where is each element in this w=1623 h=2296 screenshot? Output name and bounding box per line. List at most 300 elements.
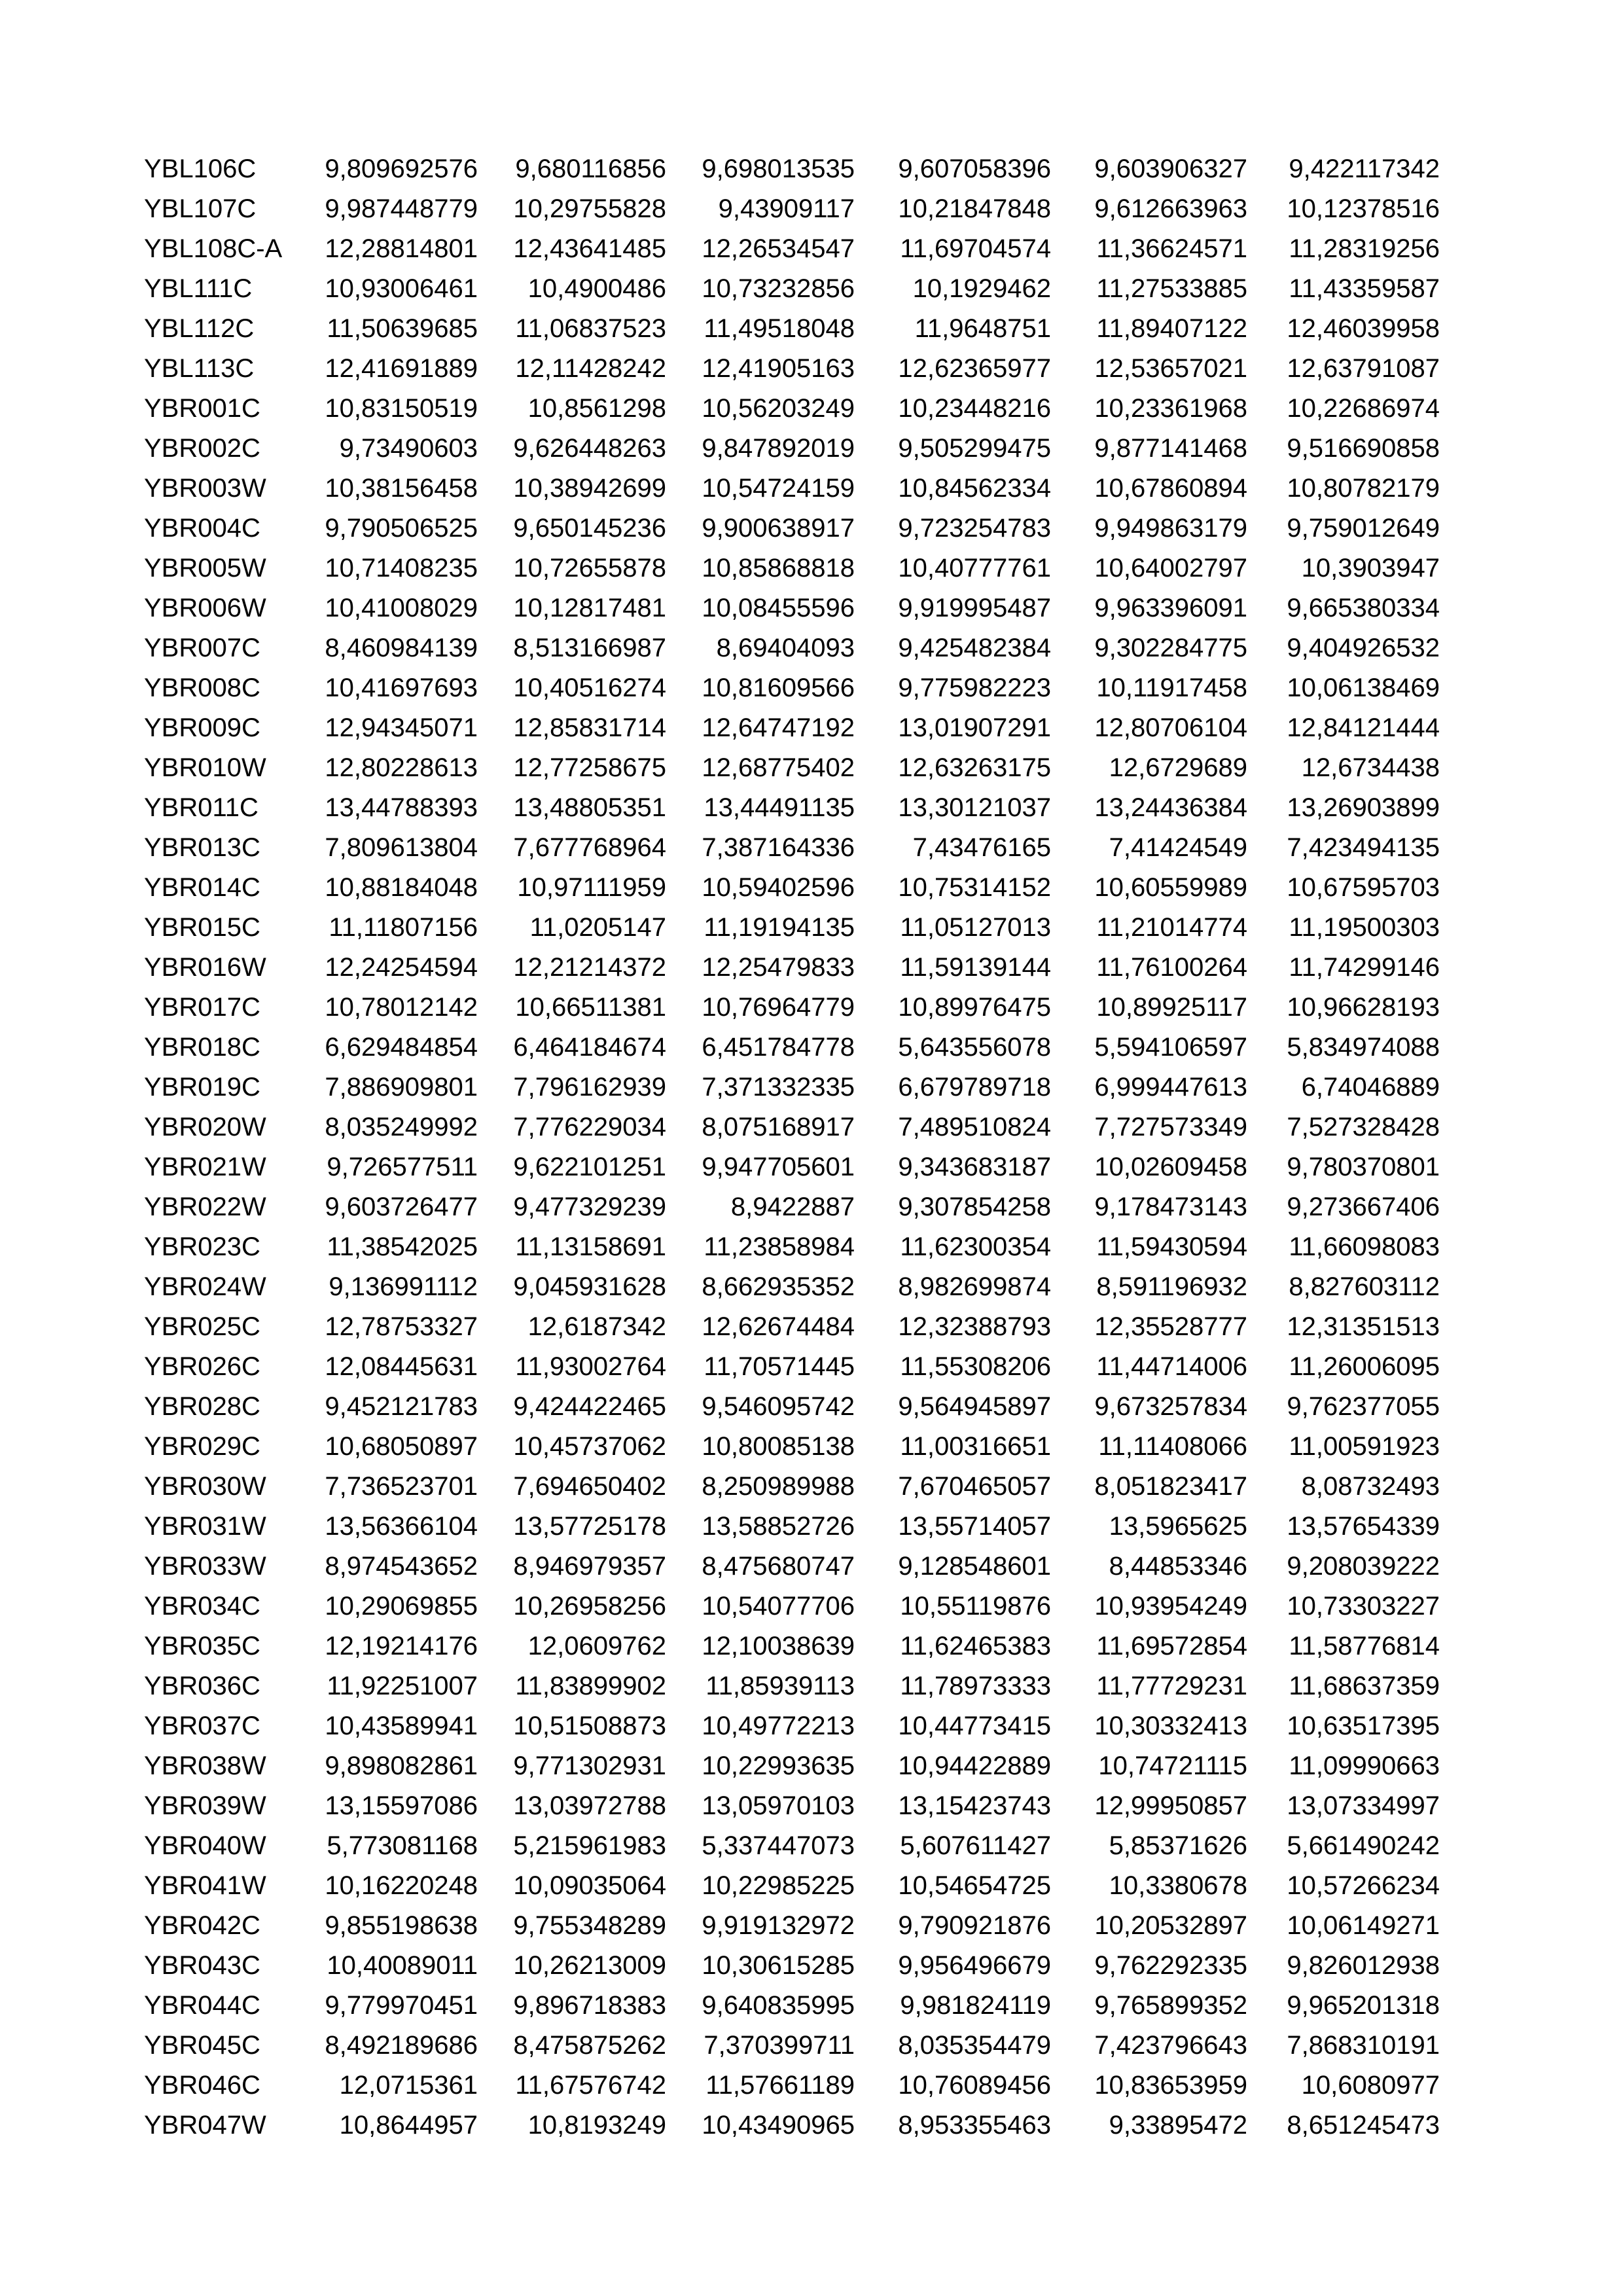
table-row — [144, 908, 1440, 948]
value-cell: 10,67860894 — [1094, 474, 1247, 503]
value-cell: 9,949863179 — [1094, 514, 1247, 543]
gene-id-cell: YBL111C — [144, 274, 253, 303]
value-cell: 13,58852726 — [702, 1512, 855, 1541]
table-row — [144, 1427, 1440, 1467]
value-cell: 8,982699874 — [898, 1272, 1051, 1301]
value-cell: 6,74046889 — [1301, 1073, 1440, 1102]
value-cell: 7,886909801 — [325, 1073, 478, 1102]
table-row — [144, 1347, 1440, 1387]
value-cell: 9,612663963 — [1094, 194, 1247, 223]
value-cell: 9,755348289 — [513, 1911, 666, 1940]
value-cell: 9,343683187 — [898, 1153, 1051, 1181]
value-cell: 10,6080977 — [1301, 2071, 1440, 2100]
value-cell: 9,963396091 — [1094, 594, 1247, 622]
table-row — [144, 1067, 1440, 1107]
value-cell: 9,564945897 — [898, 1392, 1051, 1421]
gene-id-cell: YBR017C — [144, 993, 260, 1022]
value-cell: 11,23858984 — [704, 1232, 855, 1261]
gene-id-cell: YBL113C — [144, 354, 255, 383]
value-cell: 10,20532897 — [1094, 1911, 1247, 1940]
value-cell: 10,80085138 — [702, 1432, 855, 1461]
value-cell: 10,3903947 — [1301, 554, 1440, 583]
value-cell: 7,41424549 — [1109, 833, 1247, 862]
gene-id-cell: YBR007C — [144, 634, 260, 662]
value-cell: 13,56366104 — [325, 1512, 478, 1541]
value-cell: 11,59430594 — [1096, 1232, 1247, 1261]
value-cell: 13,15597086 — [325, 1791, 478, 1820]
value-cell: 8,591196932 — [1096, 1272, 1247, 1301]
value-cell: 12,80228613 — [325, 753, 478, 782]
value-cell: 9,759012649 — [1287, 514, 1440, 543]
value-cell: 7,527328428 — [1287, 1113, 1440, 1141]
value-cell: 8,946979357 — [513, 1552, 666, 1581]
value-cell: 10,4900486 — [527, 274, 666, 303]
gene-id-cell: YBR002C — [144, 434, 260, 463]
value-cell: 10,85868818 — [702, 554, 855, 583]
value-cell: 12,26534547 — [702, 234, 855, 263]
value-cell: 8,075168917 — [702, 1113, 855, 1141]
gene-id-cell: YBL112C — [144, 314, 255, 343]
value-cell: 12,63263175 — [898, 753, 1051, 782]
value-cell: 9,622101251 — [513, 1153, 666, 1181]
value-cell: 11,26006095 — [1289, 1352, 1440, 1381]
value-cell: 11,76100264 — [1096, 953, 1247, 982]
value-cell: 12,6729689 — [1109, 753, 1247, 782]
gene-id-cell: YBR028C — [144, 1392, 260, 1421]
value-cell: 9,775982223 — [898, 673, 1051, 702]
value-cell: 13,57654339 — [1287, 1512, 1440, 1541]
table-row — [144, 748, 1440, 788]
value-cell: 6,629484854 — [325, 1033, 478, 1062]
value-cell: 9,516690858 — [1287, 434, 1440, 463]
value-cell: 9,855198638 — [325, 1911, 478, 1940]
gene-id-cell: YBL106C — [144, 154, 257, 183]
gene-id-cell: YBL108C-A — [144, 234, 283, 263]
value-cell: 12,77258675 — [513, 753, 666, 782]
value-cell: 10,23448216 — [898, 394, 1051, 423]
value-cell: 10,06149271 — [1287, 1911, 1440, 1940]
value-cell: 10,88184048 — [325, 873, 478, 902]
value-cell: 11,9648751 — [914, 314, 1051, 343]
value-cell: 11,66098083 — [1289, 1232, 1440, 1261]
value-cell: 10,11917458 — [1096, 673, 1247, 702]
gene-id-cell: YBR042C — [144, 1911, 260, 1940]
value-cell: 9,505299475 — [898, 434, 1051, 463]
value-cell: 9,981824119 — [900, 1991, 1051, 2020]
value-cell: 9,762292335 — [1094, 1951, 1247, 1980]
value-cell: 5,607611427 — [900, 1831, 1051, 1860]
value-cell: 10,71408235 — [325, 554, 478, 583]
value-cell: 7,371332335 — [702, 1073, 855, 1102]
value-cell: 9,877141468 — [1094, 434, 1247, 463]
value-cell: 10,02609458 — [1094, 1153, 1247, 1181]
value-cell: 13,44491135 — [704, 793, 855, 822]
value-cell: 9,640835995 — [702, 1991, 855, 2020]
gene-id-cell: YBR037C — [144, 1712, 260, 1740]
value-cell: 9,723254783 — [898, 514, 1051, 543]
value-cell: 12,41691889 — [325, 354, 478, 383]
value-cell: 10,93006461 — [325, 274, 478, 303]
value-cell: 11,69572854 — [1096, 1632, 1247, 1660]
value-cell: 9,987448779 — [325, 194, 478, 223]
value-cell: 10,83150519 — [325, 394, 478, 423]
gene-id-cell: YBR018C — [144, 1033, 260, 1062]
table-row — [144, 2026, 1440, 2066]
value-cell: 10,06138469 — [1287, 673, 1440, 702]
value-cell: 11,89407122 — [1096, 314, 1247, 343]
value-cell: 10,26213009 — [513, 1951, 666, 1980]
value-cell: 12,21214372 — [513, 953, 666, 982]
value-cell: 8,035354479 — [898, 2031, 1051, 2060]
value-cell: 11,93002764 — [515, 1352, 666, 1381]
table-row — [144, 1866, 1440, 1906]
value-cell: 10,64002797 — [1094, 554, 1247, 583]
value-cell: 5,834974088 — [1287, 1033, 1440, 1062]
value-cell: 10,94422889 — [898, 1751, 1051, 1780]
table-row — [144, 1946, 1440, 1986]
value-cell: 11,13158691 — [515, 1232, 666, 1261]
value-cell: 11,11807156 — [329, 913, 478, 942]
value-cell: 10,21847848 — [898, 194, 1051, 223]
value-cell: 11,11408066 — [1098, 1432, 1247, 1461]
value-cell: 7,370399711 — [704, 2031, 855, 2060]
expression-data-table — [144, 149, 1440, 2145]
value-cell: 11,74299146 — [1289, 953, 1440, 982]
value-cell: 9,650145236 — [513, 514, 666, 543]
gene-id-cell: YBR023C — [144, 1232, 260, 1261]
value-cell: 10,81609566 — [702, 673, 855, 702]
value-cell: 8,035249992 — [325, 1113, 478, 1141]
value-cell: 11,43359587 — [1289, 274, 1440, 303]
table-row — [144, 2066, 1440, 2106]
value-cell: 10,60559989 — [1094, 873, 1247, 902]
table-row — [144, 1826, 1440, 1866]
gene-id-cell: YBR030W — [144, 1472, 266, 1501]
value-cell: 10,29069855 — [325, 1592, 478, 1621]
gene-id-cell: YBR009C — [144, 713, 260, 742]
gene-id-cell: YBR011C — [144, 793, 259, 822]
value-cell: 5,594106597 — [1094, 1033, 1247, 1062]
value-cell: 12,25479833 — [702, 953, 855, 982]
value-cell: 11,50639685 — [327, 314, 478, 343]
gene-id-cell: YBR022W — [144, 1193, 266, 1221]
table-row — [144, 1387, 1440, 1427]
table-row — [144, 1626, 1440, 1666]
value-cell: 10,54654725 — [898, 1871, 1051, 1900]
value-cell: 7,423494135 — [1287, 833, 1440, 862]
table-row — [144, 2106, 1440, 2145]
value-cell: 9,136991112 — [329, 1272, 478, 1301]
value-cell: 12,28814801 — [325, 234, 478, 263]
value-cell: 10,74721115 — [1098, 1751, 1247, 1780]
value-cell: 12,64747192 — [702, 713, 855, 742]
value-cell: 10,76089456 — [898, 2071, 1051, 2100]
value-cell: 10,40777761 — [898, 554, 1051, 583]
value-cell: 9,546095742 — [702, 1392, 855, 1421]
value-cell: 8,460984139 — [325, 634, 478, 662]
gene-id-cell: YBR025C — [144, 1312, 260, 1341]
value-cell: 9,780370801 — [1287, 1153, 1440, 1181]
value-cell: 11,00316651 — [900, 1432, 1051, 1461]
value-cell: 10,38942699 — [513, 474, 666, 503]
value-cell: 12,35528777 — [1094, 1312, 1247, 1341]
value-cell: 13,15423743 — [898, 1791, 1051, 1820]
value-cell: 11,78973333 — [900, 1672, 1051, 1700]
table-row — [144, 429, 1440, 469]
value-cell: 11,27533885 — [1096, 274, 1247, 303]
gene-id-cell: YBR010W — [144, 753, 266, 782]
value-cell: 9,673257834 — [1094, 1392, 1247, 1421]
table-row — [144, 1028, 1440, 1067]
value-cell: 11,57661189 — [705, 2071, 855, 2100]
value-cell: 10,8644957 — [339, 2111, 478, 2140]
value-cell: 9,919132972 — [702, 1911, 855, 1940]
table-row — [144, 1986, 1440, 2026]
value-cell: 10,45737062 — [513, 1432, 666, 1461]
value-cell: 9,73490603 — [339, 434, 478, 463]
value-cell: 9,790921876 — [898, 1911, 1051, 1940]
table-row — [144, 149, 1440, 189]
gene-id-cell: YBR014C — [144, 873, 260, 902]
gene-id-cell: YBL107C — [144, 194, 257, 223]
value-cell: 9,698013535 — [702, 154, 855, 183]
value-cell: 11,49518048 — [704, 314, 855, 343]
value-cell: 9,779970451 — [325, 1991, 478, 2020]
value-cell: 12,10038639 — [702, 1632, 855, 1660]
value-cell: 9,273667406 — [1287, 1193, 1440, 1221]
table-row — [144, 349, 1440, 389]
value-cell: 12,0609762 — [527, 1632, 666, 1660]
value-cell: 13,44788393 — [325, 793, 478, 822]
value-cell: 11,38542025 — [327, 1232, 478, 1261]
value-cell: 11,83899902 — [515, 1672, 666, 1700]
gene-id-cell: YBR043C — [144, 1951, 260, 1980]
table-row — [144, 788, 1440, 828]
value-cell: 9,178473143 — [1094, 1193, 1247, 1221]
value-cell: 9,947705601 — [702, 1153, 855, 1181]
value-cell: 12,62365977 — [898, 354, 1051, 383]
value-cell: 6,679789718 — [898, 1073, 1051, 1102]
table-row — [144, 1906, 1440, 1946]
value-cell: 10,80782179 — [1287, 474, 1440, 503]
value-cell: 10,89976475 — [898, 993, 1051, 1022]
value-cell: 10,22993635 — [702, 1751, 855, 1780]
value-cell: 7,423796643 — [1094, 2031, 1247, 2060]
gene-id-cell: YBR005W — [144, 554, 266, 583]
value-cell: 12,0715361 — [339, 2071, 478, 2100]
gene-id-cell: YBR004C — [144, 514, 260, 543]
value-cell: 10,72655878 — [513, 554, 666, 583]
value-cell: 9,790506525 — [325, 514, 478, 543]
gene-id-cell: YBR015C — [144, 913, 260, 942]
value-cell: 8,250989988 — [702, 1472, 855, 1501]
value-cell: 10,38156458 — [325, 474, 478, 503]
value-cell: 11,70571445 — [704, 1352, 855, 1381]
value-cell: 10,22985225 — [702, 1871, 855, 1900]
value-cell: 12,08445631 — [325, 1352, 478, 1381]
gene-id-cell: YBR003W — [144, 474, 266, 503]
table-row — [144, 1307, 1440, 1347]
value-cell: 9,302284775 — [1094, 634, 1247, 662]
gene-id-cell: YBR034C — [144, 1592, 260, 1621]
value-cell: 9,726577511 — [327, 1153, 478, 1181]
value-cell: 10,56203249 — [702, 394, 855, 423]
value-cell: 7,868310191 — [1287, 2031, 1440, 2060]
value-cell: 12,63791087 — [1287, 354, 1440, 383]
value-cell: 11,00591923 — [1289, 1432, 1440, 1461]
value-cell: 9,956496679 — [898, 1951, 1051, 1980]
value-cell: 10,55119876 — [900, 1592, 1051, 1621]
table-row — [144, 1507, 1440, 1547]
value-cell: 9,900638917 — [702, 514, 855, 543]
value-cell: 10,49772213 — [702, 1712, 855, 1740]
gene-id-cell: YBR019C — [144, 1073, 260, 1102]
gene-id-cell: YBR044C — [144, 1991, 260, 2020]
value-cell: 9,680116856 — [515, 154, 666, 183]
value-cell: 9,919995487 — [898, 594, 1051, 622]
value-cell: 11,28319256 — [1289, 234, 1440, 263]
value-cell: 9,452121783 — [325, 1392, 478, 1421]
value-cell: 11,0205147 — [529, 913, 666, 942]
gene-id-cell: YBR016W — [144, 953, 266, 982]
value-cell: 13,5965625 — [1109, 1512, 1247, 1541]
value-cell: 13,57725178 — [513, 1512, 666, 1541]
value-cell: 8,9422887 — [730, 1193, 855, 1221]
value-cell: 12,43641485 — [513, 234, 666, 263]
value-cell: 9,404926532 — [1287, 634, 1440, 662]
table-row — [144, 1147, 1440, 1187]
value-cell: 13,05970103 — [702, 1791, 855, 1820]
value-cell: 7,387164336 — [702, 833, 855, 862]
value-cell: 5,773081168 — [327, 1831, 478, 1860]
value-cell: 10,26958256 — [513, 1592, 666, 1621]
value-cell: 12,46039958 — [1287, 314, 1440, 343]
value-cell: 10,1929462 — [912, 274, 1051, 303]
value-cell: 9,33895472 — [1109, 2111, 1247, 2140]
value-cell: 10,75314152 — [898, 873, 1051, 902]
value-cell: 8,662935352 — [702, 1272, 855, 1301]
value-cell: 5,661490242 — [1287, 1831, 1440, 1860]
value-cell: 12,31351513 — [1287, 1312, 1440, 1341]
value-cell: 10,89925117 — [1096, 993, 1247, 1022]
table-row — [144, 548, 1440, 588]
table-row — [144, 988, 1440, 1028]
value-cell: 10,40516274 — [513, 673, 666, 702]
value-cell: 10,93954249 — [1094, 1592, 1247, 1621]
value-cell: 10,76964779 — [702, 993, 855, 1022]
value-cell: 7,489510824 — [898, 1113, 1051, 1141]
value-cell: 10,30332413 — [1094, 1712, 1247, 1740]
table-row — [144, 1267, 1440, 1307]
value-cell: 8,475875262 — [513, 2031, 666, 2060]
value-cell: 11,68637359 — [1289, 1672, 1440, 1700]
value-cell: 10,8561298 — [527, 394, 666, 423]
value-cell: 10,66511381 — [515, 993, 666, 1022]
value-cell: 10,09035064 — [513, 1871, 666, 1900]
value-cell: 7,796162939 — [513, 1073, 666, 1102]
table-row — [144, 1547, 1440, 1587]
value-cell: 10,83653959 — [1094, 2071, 1247, 2100]
value-cell: 13,24436384 — [1094, 793, 1247, 822]
value-cell: 10,44773415 — [898, 1712, 1051, 1740]
value-cell: 12,94345071 — [325, 713, 478, 742]
value-cell: 7,809613804 — [325, 833, 478, 862]
value-cell: 11,09990663 — [1289, 1751, 1440, 1780]
value-cell: 11,62300354 — [900, 1232, 1051, 1261]
table-row — [144, 1746, 1440, 1786]
value-cell: 10,12817481 — [513, 594, 666, 622]
value-cell: 9,607058396 — [898, 154, 1051, 183]
table-body — [144, 149, 1440, 2145]
value-cell: 9,477329239 — [513, 1193, 666, 1221]
value-cell: 10,54077706 — [702, 1592, 855, 1621]
value-cell: 9,43909117 — [718, 194, 855, 223]
value-cell: 9,045931628 — [513, 1272, 666, 1301]
value-cell: 8,08732493 — [1301, 1472, 1440, 1501]
value-cell: 12,62674484 — [702, 1312, 855, 1341]
value-cell: 9,765899352 — [1094, 1991, 1247, 2020]
value-cell: 11,06837523 — [515, 314, 666, 343]
value-cell: 13,26903899 — [1287, 793, 1440, 822]
value-cell: 12,68775402 — [702, 753, 855, 782]
value-cell: 10,43589941 — [325, 1712, 478, 1740]
value-cell: 12,19214176 — [325, 1632, 478, 1660]
gene-id-cell: YBR001C — [144, 394, 260, 423]
gene-id-cell: YBR038W — [144, 1751, 266, 1780]
value-cell: 12,99950857 — [1094, 1791, 1247, 1820]
value-cell: 9,762377055 — [1287, 1392, 1440, 1421]
value-cell: 10,51508873 — [513, 1712, 666, 1740]
table-row — [144, 1107, 1440, 1147]
table-row — [144, 309, 1440, 349]
value-cell: 9,422117342 — [1289, 154, 1440, 183]
gene-id-cell: YBR029C — [144, 1432, 260, 1461]
value-cell: 7,727573349 — [1094, 1113, 1247, 1141]
value-cell: 12,85831714 — [513, 713, 666, 742]
table-row — [144, 588, 1440, 628]
value-cell: 9,208039222 — [1287, 1552, 1440, 1581]
table-row — [144, 828, 1440, 868]
value-cell: 12,11428242 — [515, 354, 666, 383]
value-cell: 11,59139144 — [900, 953, 1051, 982]
table-row — [144, 1587, 1440, 1626]
value-cell: 8,974543652 — [325, 1552, 478, 1581]
value-cell: 9,665380334 — [1287, 594, 1440, 622]
value-cell: 11,19194135 — [704, 913, 855, 942]
value-cell: 6,999447613 — [1094, 1073, 1247, 1102]
value-cell: 10,63517395 — [1287, 1712, 1440, 1740]
table-row — [144, 948, 1440, 988]
value-cell: 13,07334997 — [1287, 1791, 1440, 1820]
table-row — [144, 389, 1440, 429]
value-cell: 10,29755828 — [513, 194, 666, 223]
gene-id-cell: YBR026C — [144, 1352, 260, 1381]
value-cell: 10,43490965 — [702, 2111, 855, 2140]
value-cell: 9,425482384 — [898, 634, 1051, 662]
table-row — [144, 868, 1440, 908]
value-cell: 8,44853346 — [1109, 1552, 1247, 1581]
value-cell: 10,16220248 — [325, 1871, 478, 1900]
gene-id-cell: YBR039W — [144, 1791, 266, 1820]
spreadsheet-page — [144, 149, 1479, 2145]
gene-id-cell: YBR045C — [144, 2031, 260, 2060]
value-cell: 11,44714006 — [1096, 1352, 1247, 1381]
value-cell: 10,41008029 — [325, 594, 478, 622]
value-cell: 11,21014774 — [1096, 913, 1247, 942]
value-cell: 12,84121444 — [1287, 713, 1440, 742]
table-row — [144, 1786, 1440, 1826]
value-cell: 10,8193249 — [527, 2111, 666, 2140]
